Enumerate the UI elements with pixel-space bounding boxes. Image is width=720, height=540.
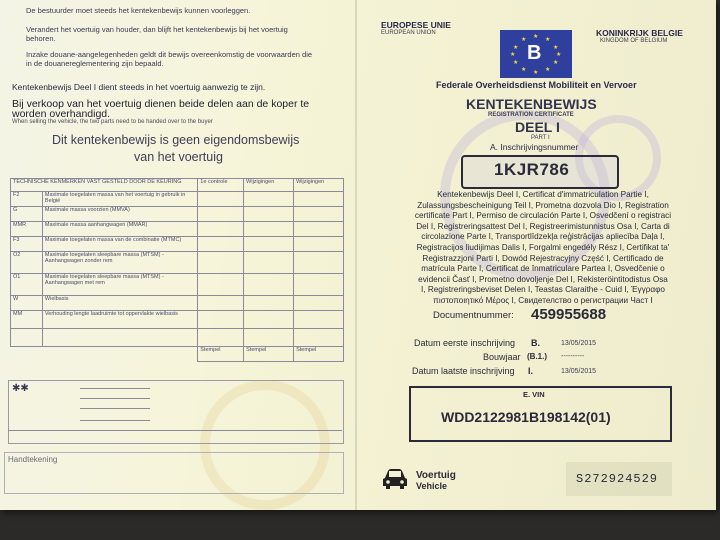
table-row — [11, 252, 344, 274]
row-desc: Verhouding lengte laadruimte tot oppervlakte wielbasis — [42, 311, 197, 329]
document-title: KENTEKENBEWIJS — [466, 96, 597, 112]
part-label: DEEL I — [515, 119, 560, 135]
row-code: O1 — [11, 274, 43, 296]
row-desc: Maximale toegelaten massa van de combinatie (MTMC) — [42, 237, 197, 252]
vehicle-label-english: Vehicle — [416, 481, 448, 491]
technical-characteristics-table — [10, 178, 344, 362]
first-registration-code: B. — [531, 338, 540, 348]
last-registration-label: Datum laatste inschrijving — [412, 366, 515, 376]
note-line-1: De bestuurder moet steeds het kentekenbewijs kunnen voorleggen. — [26, 6, 251, 15]
table-row — [11, 222, 344, 237]
kingdom-label-english: KINGDOM OF BELGIUM — [600, 38, 668, 44]
ownership-disclaimer-line-1: Dit kentekenbewijs is geen eigendomsbewijs — [52, 133, 300, 147]
multilingual-line: evidencii Časť I, Prometno dovoljenje Del I, Rekisteröintitodistus Osa — [418, 274, 668, 284]
stamp-label: Stempel — [244, 347, 294, 362]
row-code: F2 — [11, 192, 43, 207]
note-line-5: in de douanereglementering zijn bepaald. — [26, 59, 164, 68]
table-row — [11, 274, 344, 296]
remarks-stars: ✱✱ — [12, 383, 29, 394]
row-code: O2 — [11, 252, 43, 274]
multilingual-title-block — [373, 190, 713, 307]
table-row — [11, 296, 344, 311]
signature-label: Handtekening — [8, 455, 58, 464]
row-desc: Maximale toegelaten sleepbare massa (MTSM) - Aanhangwagen zonder rem — [42, 252, 197, 274]
row-code: G — [11, 207, 43, 222]
sale-note-line-2: worden overhandigd. — [12, 108, 111, 120]
row-code: W — [11, 296, 43, 311]
construction-year-label: Bouwjaar — [483, 352, 521, 362]
row-desc: Maximale massa aanhangwagen (MMAR) — [42, 222, 197, 237]
row-desc: Maximale toegelaten sleepbare massa (MTSM) - Aanhangwagen met rem — [42, 274, 197, 296]
table-row — [11, 207, 344, 222]
table-header: Wijzigingen — [294, 179, 344, 192]
remarks-box — [8, 380, 344, 444]
row-desc: Maximale toegelaten massa van het voertuig in gebruik in België — [42, 192, 197, 207]
multilingual-line: Registracijos liudijimas Dalis I, Forgalmi engedély Rész I, Certifikat ta' — [416, 242, 670, 252]
last-registration-date: 13/05/2015 — [561, 368, 597, 375]
kingdom-label: KONINKRIJK BELGIE — [596, 28, 683, 38]
eu-flag-icon: ★ ★ ★ ★ ★ ★ ★ ★ ★ ★ ★ ★ B — [500, 30, 572, 78]
last-registration-code: I. — [528, 366, 534, 376]
remarks-line — [80, 398, 150, 399]
table-header: TECHNISCHE KENMERKEN VAST GESTELD DOOR DE KEURING — [11, 179, 198, 192]
plate-number: 1KJR786 — [494, 160, 570, 179]
stamp-label: Stempel — [294, 347, 344, 362]
first-registration-label: Datum eerste inschrijving — [414, 338, 516, 348]
authority-name: Federale Overheidsdienst Mobiliteit en Vervoer — [436, 80, 637, 90]
part-label-english: PART I — [531, 135, 550, 141]
eu-label: EUROPESE UNIE — [381, 20, 451, 30]
eu-label-english: EUROPEAN UNION — [381, 30, 436, 36]
construction-year-code: (B.1.) — [527, 352, 547, 361]
stamp-label: Stempel — [198, 347, 244, 362]
multilingual-line: certificate Part I, Permiso de circulación Parte I, Osvedčení o registraci — [414, 211, 672, 221]
multilingual-line: Kentekenbewijs Deel I, Certificat d'immatriculation Partie I, — [437, 190, 649, 199]
remarks-line — [80, 388, 150, 389]
multilingual-line: Zulassungsbescheinigung Teil I, Prometna dozvola Dio I, Registration — [417, 200, 669, 210]
car-icon — [380, 467, 410, 491]
row-desc: Maximale massa voorzien (MMVA) — [42, 207, 197, 222]
first-registration-date: 13/05/2015 — [561, 340, 597, 347]
table-header: 1e controle — [198, 179, 244, 192]
note-line-3: behoren. — [26, 34, 56, 43]
vin-label: E. VIN — [523, 390, 545, 399]
row-desc: Wielbasis — [42, 296, 197, 311]
sale-note-line-1: Bij verkoop van het voertuig dienen beide delen aan de koper te — [12, 98, 310, 110]
document-number: 459955688 — [531, 306, 607, 323]
table-row — [11, 192, 344, 207]
table-header: Wijzigingen — [244, 179, 294, 192]
country-code: B — [527, 42, 542, 64]
row-code: MMR — [11, 222, 43, 237]
table-row — [11, 329, 344, 347]
multilingual-line: Del I, Registreringsattest Del I, Registreerimistunnistus Osa I, Carta di — [416, 221, 670, 231]
note-line-4: Inzake douane-aangelegenheden geldt dit bewijs overeenkomstig de voorwaarden die — [26, 50, 313, 59]
table-row — [11, 311, 344, 329]
document-number-label: Documentnummer: — [433, 310, 514, 321]
multilingual-line: matrícula Parte I, Certificat de înmatriculare Partea I, Osvedčenie o — [421, 264, 665, 274]
serial-number: S272924529 — [576, 472, 659, 486]
document-title-english: REGISTRATION CERTIFICATE — [488, 112, 574, 118]
row-code: F3 — [11, 237, 43, 252]
page-fold — [355, 0, 357, 510]
construction-year-value: ---------- — [561, 353, 585, 360]
vehicle-label: Voertuig — [416, 470, 456, 481]
remarks-line — [8, 430, 342, 431]
multilingual-line: Reġistrazzjoni Parti I, Dowód Rejestracyjny Część I, Certificado de — [422, 253, 664, 263]
multilingual-line: circolazione Parte I, Transportlīdzekļa reģistrācijas apliecība Daļa I, — [421, 232, 665, 242]
row-code: MM — [11, 311, 43, 329]
sale-note-english: When selling the vehicle, the two parts need to be handed over to the buyer — [12, 119, 213, 125]
table-row — [11, 237, 344, 252]
remarks-line — [80, 420, 150, 421]
multilingual-line: πιστοποιητικό Μέρος I, Свидетелство о регистрации Част I — [433, 295, 653, 305]
remarks-line — [80, 408, 150, 409]
stamp-row — [11, 347, 344, 362]
vin-number: WDD2122981B198142(01) — [441, 409, 611, 425]
note-line-2: Verandert het voertuig van houder, dan blijft het kentekenbewijs bij het voertuig — [26, 25, 288, 34]
ownership-disclaimer-line-2: van het voertuig — [134, 150, 223, 164]
multilingual-line: I, Registreringsbeviset Delen I, Teastas Claraithe - Cuid I, Έγγραφο — [421, 285, 665, 295]
table-header-row — [11, 179, 344, 192]
registration-number-label: A. Inschrijvingsnummer — [490, 142, 579, 152]
deel1-note: Kentekenbewijs Deel I dient steeds in het voertuig aanwezig te zijn. — [12, 82, 266, 92]
